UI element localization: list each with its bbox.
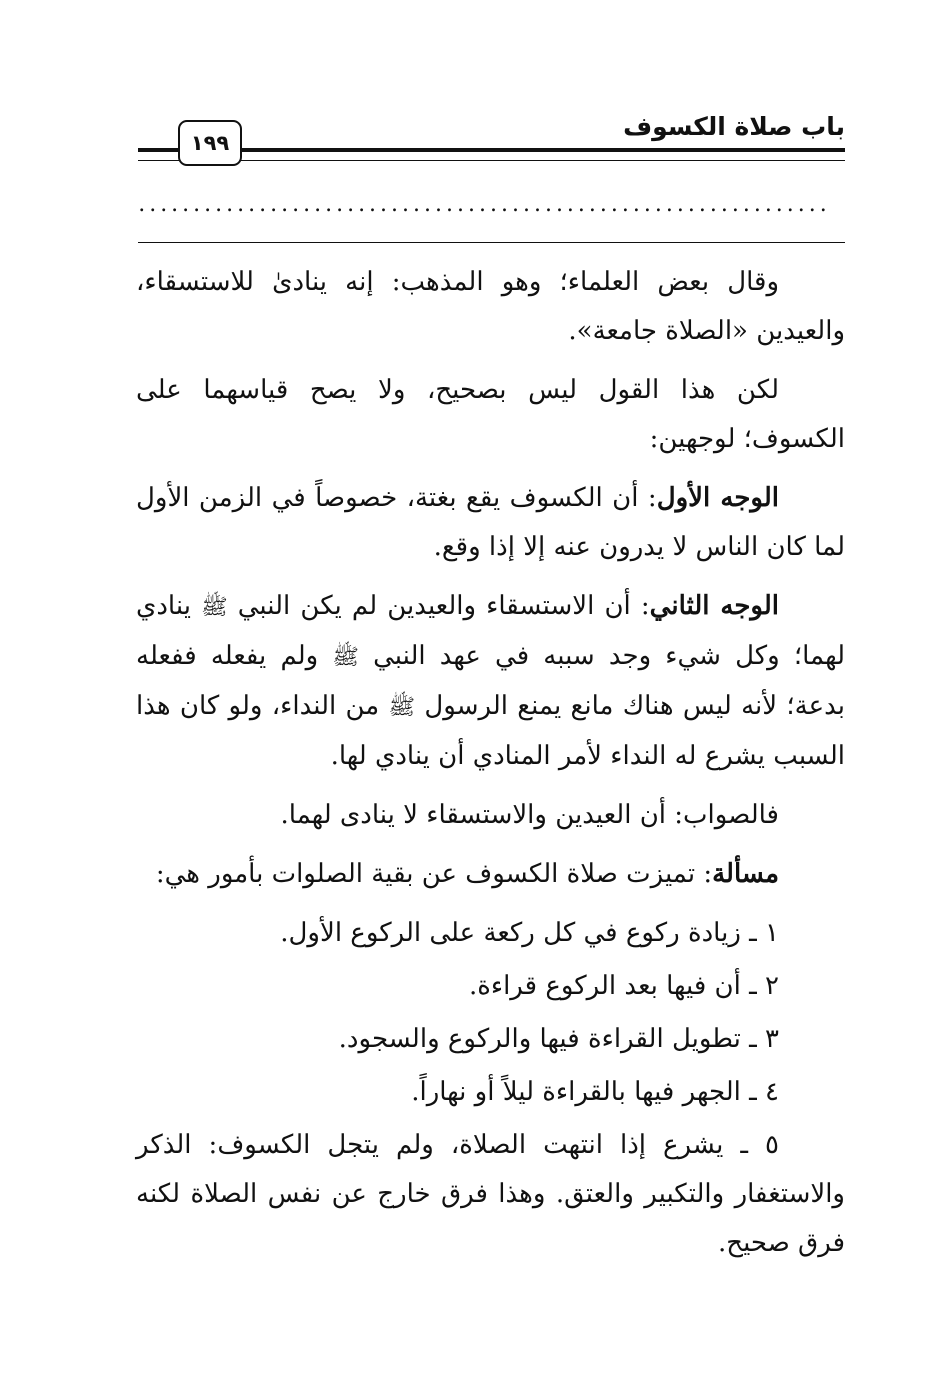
list-item: ٢ ـ أن فيها بعد الركوع قراءة.: [468, 971, 779, 1001]
page-number: ١٩٩: [178, 120, 242, 166]
first-aspect-heading: الوجه الأول: [656, 483, 779, 513]
paragraph-1: وقال بعض العلماء؛ وهو المذهب: إنه ينادىٰ للاستسقاء، والعيدين «الصلاة جامعة».: [136, 267, 845, 346]
list-item: ٣ ـ تطويل القراءة فيها والركوع والسجود.: [338, 1024, 779, 1054]
second-aspect-text-a: : أن الاستسقاء والعيدين لم يكن النبي: [227, 591, 650, 621]
paragraph-conclusion: فالصواب: أن العيدين والاستسقاء لا ينادى لهما.: [280, 800, 779, 830]
second-aspect-text-d: من النداء، ولو كان هذا السبب يشرع له النداء لأمر المنادي أن ينادي لها.: [136, 691, 845, 771]
honorific-mark: ﷺ: [201, 595, 228, 620]
second-aspect-text-b: ينادي لهما؛ وكل شيء وجد سببه في عهد النبي: [136, 591, 845, 671]
issue-heading: مسألة: [712, 859, 779, 889]
second-aspect-text-c: ولم يفعله ففعله بدعة؛ لأنه ليس هناك مانع يمنع الرسول: [136, 641, 845, 721]
list-item: ٤ ـ الجهر فيها بالقراءة ليلاً أو نهاراً.: [411, 1077, 779, 1107]
dotted-separator: ...............................................................: [138, 193, 831, 217]
honorific-mark: ﷺ: [332, 645, 359, 670]
honorific-mark: ﷺ: [388, 695, 416, 720]
second-aspect-heading: الوجه الثاني: [649, 591, 779, 621]
paragraph-2: لكن هذا القول ليس بصحيح، ولا يصح قياسهما على الكسوف؛ لوجهين:: [136, 375, 845, 454]
separator-rule: [138, 242, 845, 243]
paragraph-second-aspect: [136, 582, 845, 781]
differences-list: [136, 909, 845, 1268]
chapter-title: باب صلاة الكسوف: [623, 112, 845, 141]
list-item: ١ ـ زيادة ركوع في كل ركعة على الركوع الأول.: [280, 918, 779, 948]
header-rule: [138, 148, 845, 161]
page-body: [136, 258, 845, 1272]
issue-text: : تميزت صلاة الكسوف عن بقية الصلوات بأمور هي:: [155, 859, 713, 889]
paragraph-first-aspect: [136, 474, 845, 572]
paragraph-issue: [136, 850, 845, 899]
list-item: ٥ ـ يشرع إذا انتهت الصلاة، ولم يتجل الكسوف: الذكر والاستغفار والتكبير والعتق. وهذا فرق خارج عن نفس الصلاة لكنه فرق صحيح.: [136, 1130, 845, 1258]
first-aspect-text: : أن الكسوف يقع بغتة، خصوصاً في الزمن الأول لما كان الناس لا يدرون عنه إلا إذا وقع.: [136, 483, 845, 562]
